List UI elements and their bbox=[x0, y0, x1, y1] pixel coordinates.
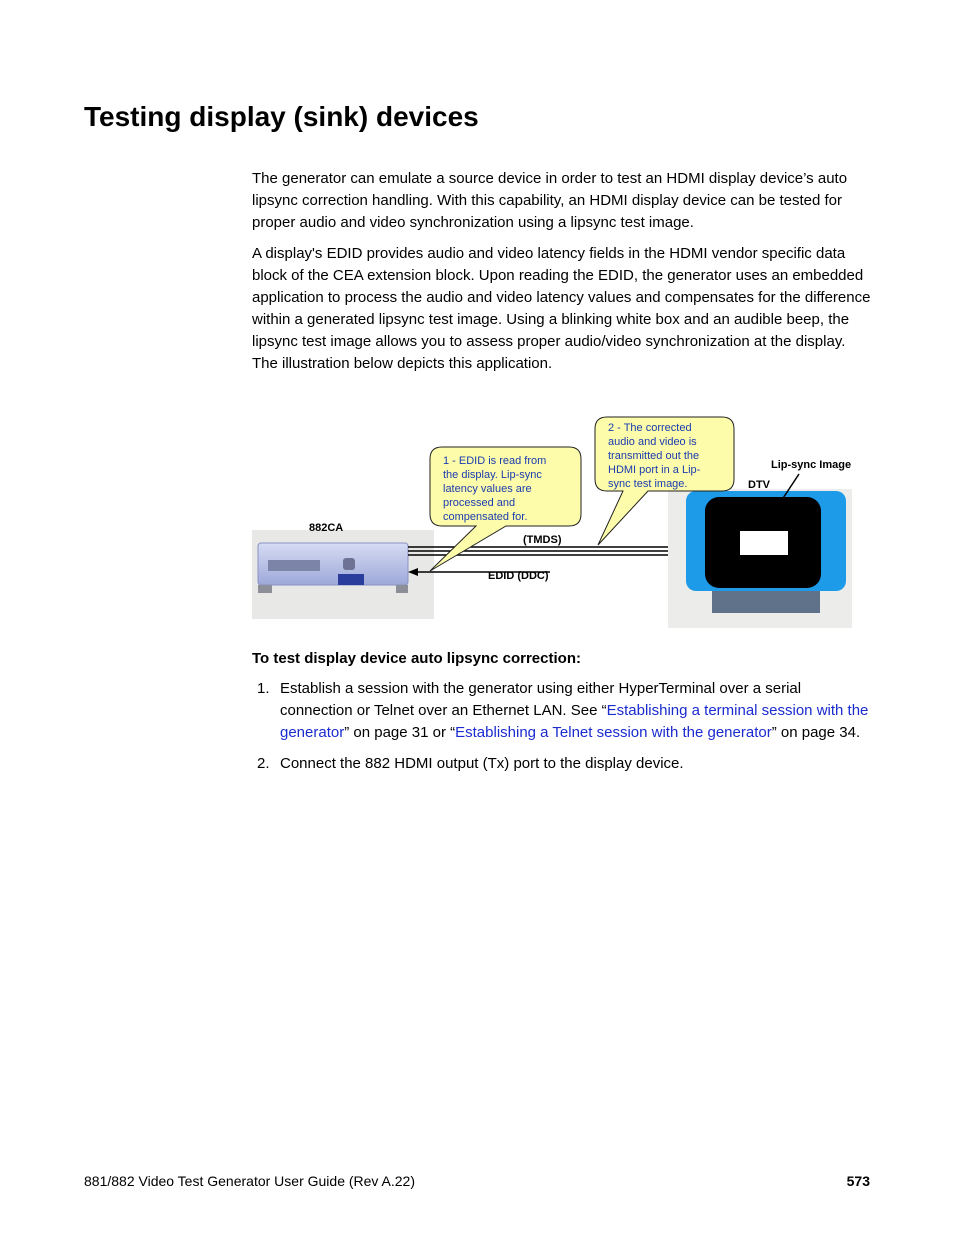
callout2-line: 2 - The corrected bbox=[608, 422, 692, 434]
steps-list bbox=[252, 678, 872, 784]
list-item bbox=[252, 678, 872, 744]
callout-edid-read bbox=[430, 447, 581, 571]
label-tmds: (TMDS) bbox=[523, 534, 562, 546]
label-882ca: 882CA bbox=[309, 522, 344, 534]
callout1-line: the display. Lip-sync bbox=[443, 469, 542, 481]
footer-page-number: 573 bbox=[846, 1173, 870, 1189]
label-edid-ddc: EDID (DDC) bbox=[488, 570, 549, 582]
link-telnet-session[interactable]: Establishing a Telnet session with the generator bbox=[455, 724, 772, 741]
list-item bbox=[252, 753, 872, 775]
callout2-line: HDMI port in a Lip- bbox=[608, 464, 701, 476]
lipsync-diagram bbox=[250, 413, 860, 633]
step-number: 2. bbox=[257, 755, 270, 772]
step-text: Establish a session with the generator using either HyperTerminal over a serial connection or Telnet over an Ethernet LAN. See “ bbox=[280, 680, 802, 719]
callout1-line: compensated for. bbox=[443, 511, 528, 523]
step-text: Connect the 882 HDMI output (Tx) port to the display device. bbox=[280, 755, 684, 772]
step-text: ” on page 31 or “ bbox=[344, 724, 456, 741]
callout2-line: sync test image. bbox=[608, 478, 688, 490]
intro-paragraph: The generator can emulate a source device in order to test an HDMI display device’s auto lipsync correction handling. With this capability, an HDMI display device can be tested for proper audio and video synchronization using a lipsync test image. bbox=[252, 170, 848, 231]
link-terminal-session[interactable]: Establishing a terminal session with the generator bbox=[280, 702, 869, 741]
step-text: ” on page 34. bbox=[771, 724, 861, 741]
step-number: 1. bbox=[257, 680, 270, 697]
label-dtv: DTV bbox=[748, 479, 770, 491]
callout2-line: audio and video is bbox=[608, 436, 697, 448]
generator-882ca-device bbox=[258, 543, 408, 593]
edid-paragraph: A display's EDID provides audio and video latency fields in the HDMI vendor specific data block of the CEA extension block. Upon reading the EDID, the generator uses an embedded application to process the audio and video latency values and compensates for the difference within a generated lipsync test image. Using a blinking white box and an audible beep, the lipsync test image allows you to assess proper audio/video synchronization at the display. The illustration below depicts this application. bbox=[252, 245, 871, 372]
callout2-line: transmitted out the bbox=[608, 450, 700, 462]
page-title: Testing display (sink) devices bbox=[84, 101, 479, 132]
steps-heading: To test display device auto lipsync correction: bbox=[252, 650, 581, 667]
callout1-line: 1 - EDID is read from bbox=[443, 455, 547, 467]
footer-document-title: 881/882 Video Test Generator User Guide (Rev A.22) bbox=[84, 1173, 416, 1189]
lipsync-white-box bbox=[740, 531, 788, 555]
label-lipsync-image: Lip-sync Image bbox=[771, 459, 852, 471]
callout1-line: processed and bbox=[443, 497, 516, 509]
callout1-line: latency values are bbox=[443, 483, 532, 495]
